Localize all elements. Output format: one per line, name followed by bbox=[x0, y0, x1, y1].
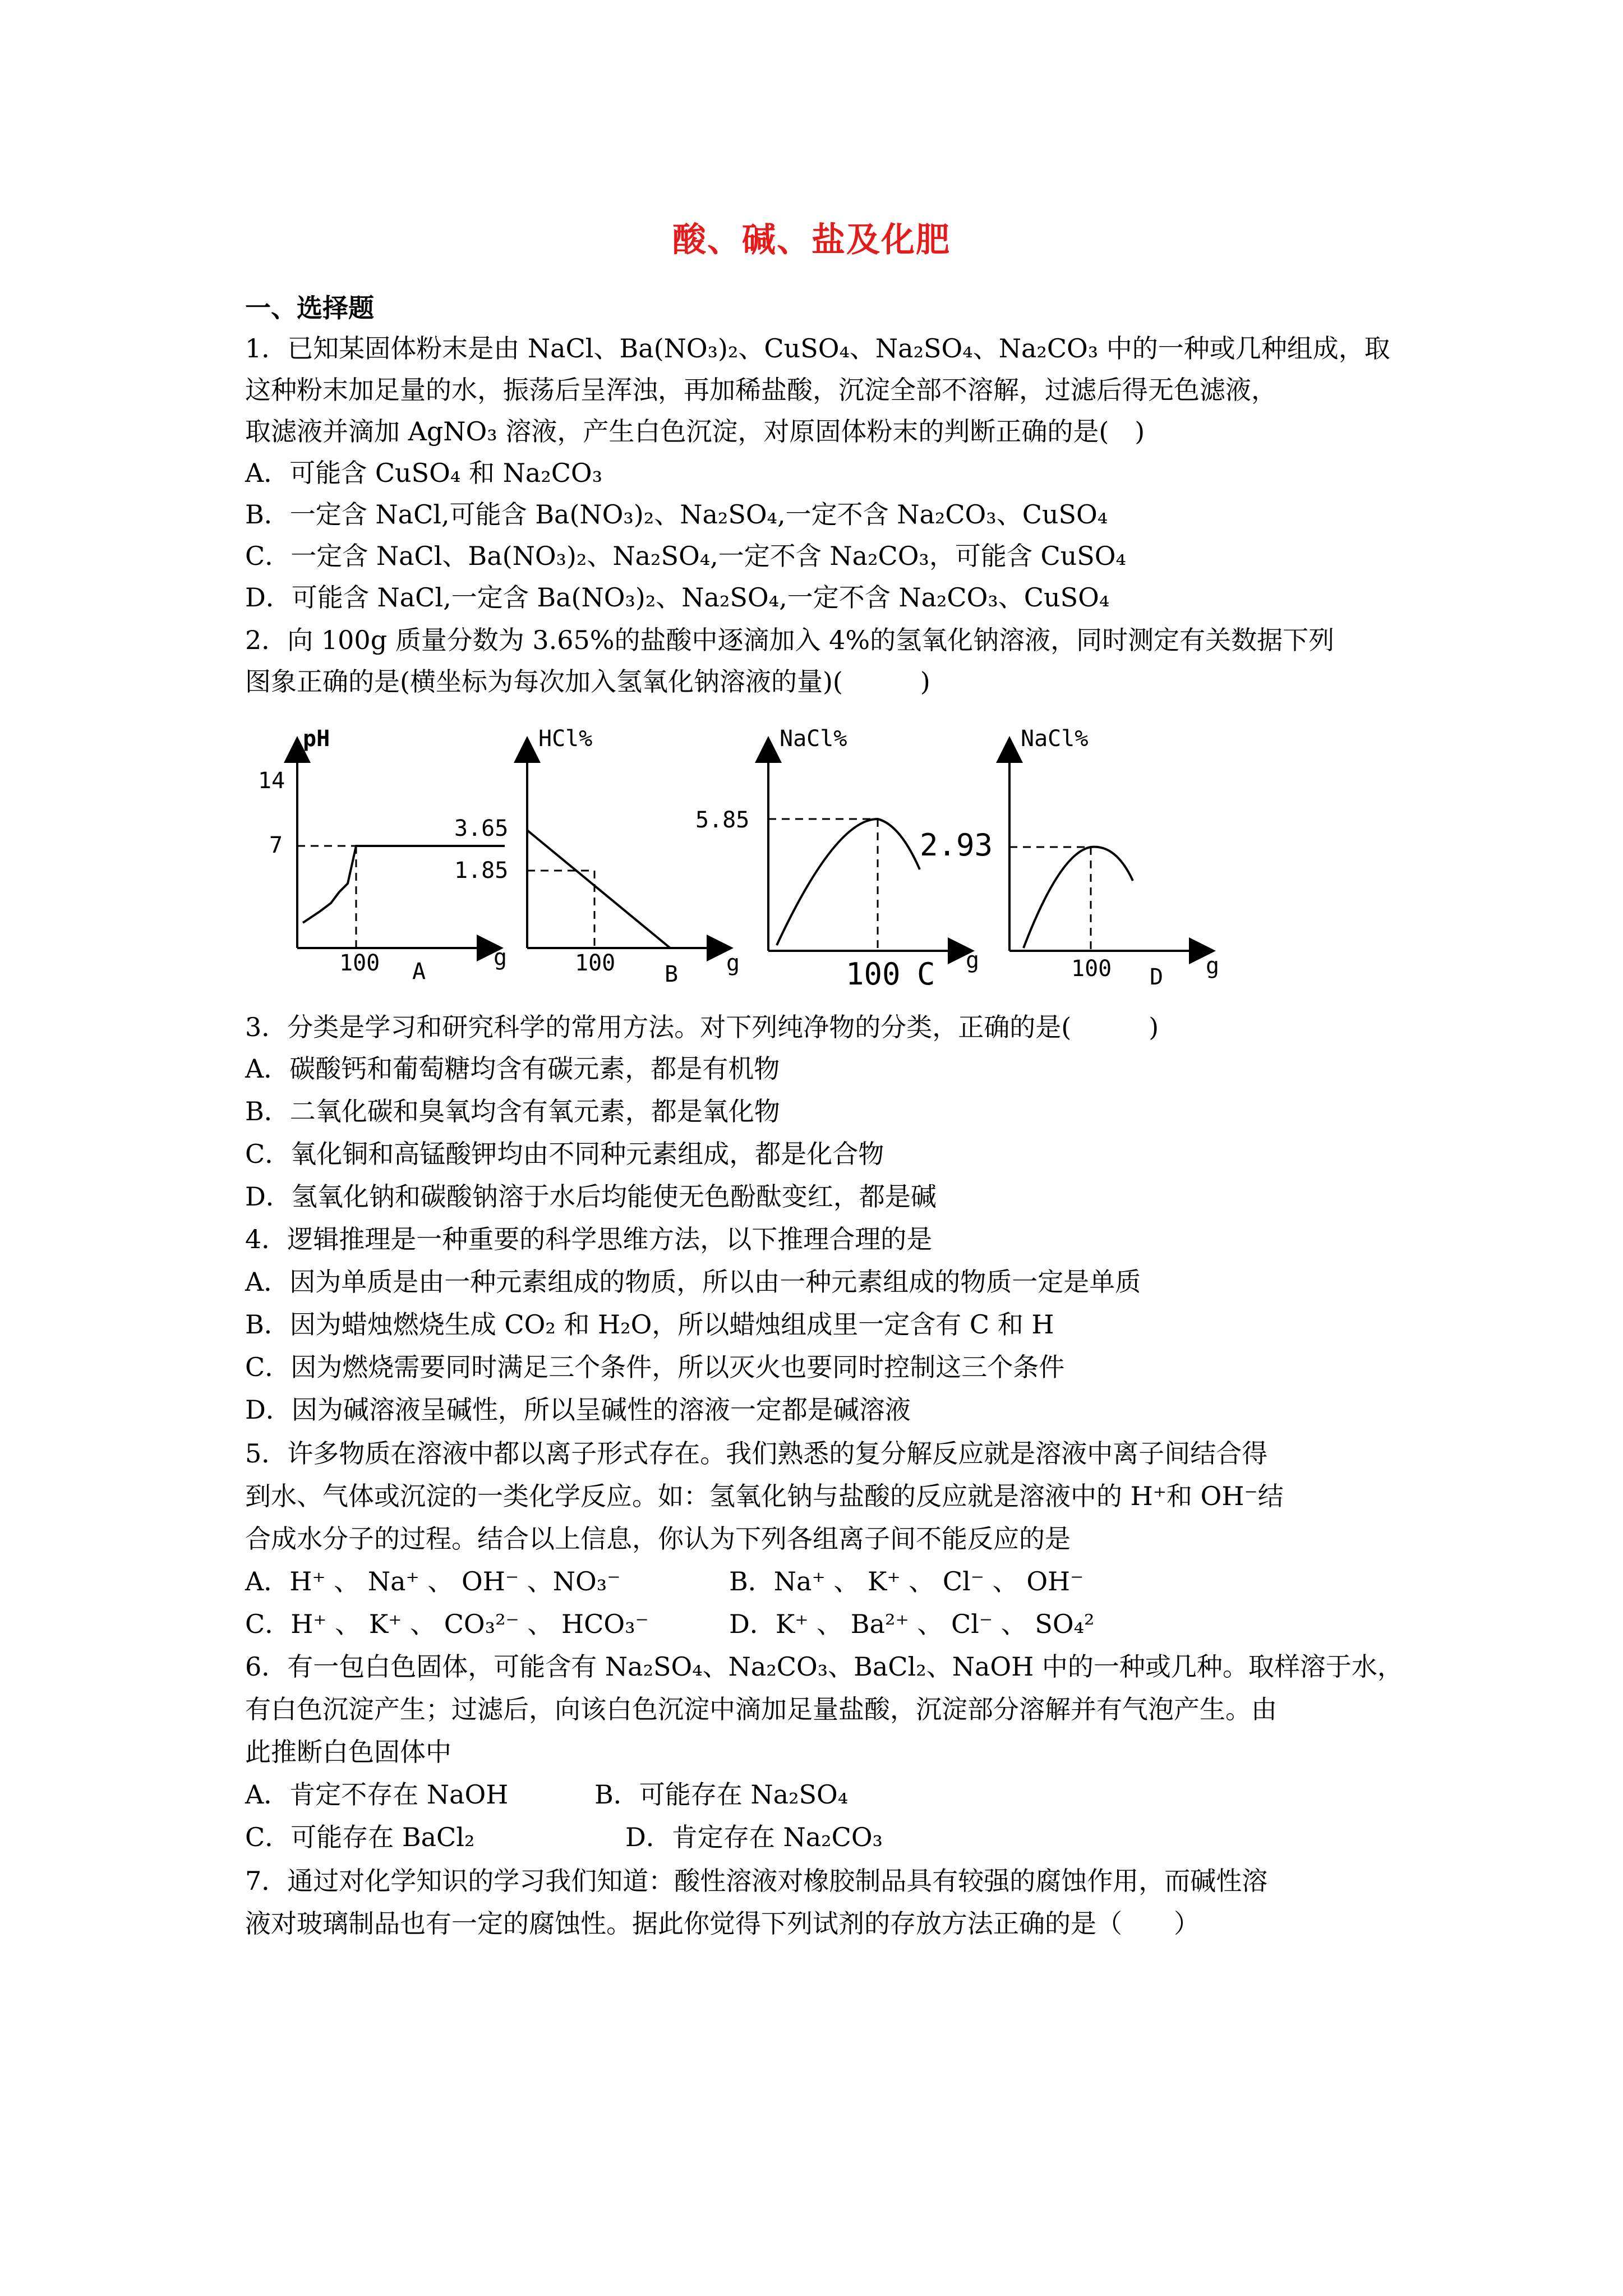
q4-option-b: B．因为蜡烛燃烧生成 CO₂ 和 H₂O，所以蜡烛组成里一定含有 C 和 H bbox=[245, 1309, 1054, 1340]
q5-option-b: B．Na⁺ 、 K⁺ 、 Cl⁻ 、 OH⁻ bbox=[729, 1566, 1084, 1596]
q1-stem-line: 1．已知某固体粉末是由 NaCl、Ba(NO₃)₂、CuSO₄、Na₂SO₄、Na₂CO₃ 中的一种或几种组成，取 bbox=[245, 333, 1390, 364]
q4-stem: 4．逻辑推理是一种重要的科学思维方法，以下推理合理的是 bbox=[245, 1224, 933, 1254]
q6-option-d: D．肯定存在 Na₂CO₃ bbox=[625, 1822, 883, 1852]
q1-stem-line: 取滤液并滴加 AgNO₃ 溶液，产生白色沉淀，对原固体粉末的判断正确的是( ) bbox=[245, 416, 1145, 447]
q2-stem-line: 图象正确的是(横坐标为每次加入氢氧化钠溶液的量)( ) bbox=[245, 666, 930, 697]
graph-b-ytick-1: 3.65 bbox=[454, 816, 509, 841]
q3-option-b: B．二氧化碳和臭氧均含有氧元素，都是氧化物 bbox=[245, 1096, 780, 1126]
q5-option-a: A．H⁺ 、 Na⁺ 、 OH⁻ 、NO₃⁻ bbox=[245, 1566, 621, 1596]
q6-option-b: B．可能存在 Na₂SO₄ bbox=[594, 1779, 849, 1810]
graph-a-letter: A bbox=[412, 959, 426, 984]
q3-option-d: D．氢氧化钠和碳酸钠溶于水后均能使无色酚酞变红，都是碱 bbox=[245, 1181, 937, 1212]
q1-option-d: D．可能含 NaCl,一定含 Ba(NO₃)₂、Na₂SO₄,一定不含 Na₂CO₃、CuSO₄ bbox=[245, 582, 1110, 613]
graph-a-xunit: g bbox=[494, 945, 508, 970]
q5-stem-line: 5．许多物质在溶液中都以离子形式存在。我们熟悉的复分解反应就是溶液中离子间结合得 bbox=[245, 1438, 1268, 1469]
graph-c-ytick: 5.85 bbox=[695, 807, 750, 833]
q1-option-b: B．一定含 NaCl,可能含 Ba(NO₃)₂、Na₂SO₄,一定不含 Na₂CO₃、CuSO₄ bbox=[245, 499, 1108, 530]
q5-option-c: C．H⁺ 、 K⁺ 、 CO₃²⁻ 、 HCO₃⁻ bbox=[245, 1609, 649, 1639]
graph-c-letter: C bbox=[917, 956, 935, 992]
q1-option-a: A．可能含 CuSO₄ 和 Na₂CO₃ bbox=[245, 458, 603, 488]
graph-b-ytick-2: 1.85 bbox=[454, 858, 509, 884]
q4-option-c: C．因为燃烧需要同时满足三个条件，所以灭火也要同时控制这三个条件 bbox=[245, 1352, 1065, 1382]
q5-stem-line: 到水、气体或沉淀的一类化学反应。如：氢氧化钠与盐酸的反应就是溶液中的 H⁺和 OH⁻结 bbox=[245, 1481, 1284, 1511]
graph-d-letter: D bbox=[1150, 964, 1164, 990]
q1-stem-line: 这种粉末加足量的水，振荡后呈浑浊，再加稀盐酸，沉淀全部不溶解，过滤后得无色滤液， bbox=[245, 375, 1277, 405]
q3-stem: 3．分类是学习和研究科学的常用方法。对下列纯净物的分类，正确的是( ) bbox=[245, 1012, 1159, 1042]
graph-a-xtick: 100 bbox=[339, 950, 380, 976]
graph-a bbox=[258, 726, 507, 984]
section-heading: 一、选择题 bbox=[245, 293, 374, 323]
graph-a-ytick-14: 14 bbox=[258, 768, 285, 794]
q3-option-a: A．碳酸钙和葡萄糖均含有碳元素，都是有机物 bbox=[245, 1053, 780, 1084]
q7-stem-line: 液对玻璃制品也有一定的腐蚀性。据此你觉得下列试剂的存放方法正确的是（ ） bbox=[245, 1908, 1200, 1939]
q1-option-c: C．一定含 NaCl、Ba(NO₃)₂、Na₂SO₄,一定不含 Na₂CO₃，可能含 CuSO₄ bbox=[245, 541, 1126, 571]
graph-c-ylabel: NaCl% bbox=[780, 726, 847, 752]
q6-option-c: C．可能存在 BaCl₂ bbox=[245, 1822, 475, 1852]
q5-option-d: D．K⁺ 、 Ba²⁺ 、 Cl⁻ 、 SO₄² bbox=[729, 1609, 1095, 1639]
q6-option-a: A．肯定不存在 NaOH bbox=[245, 1779, 509, 1810]
q6-stem-line: 6．有一包白色固体，可能含有 Na₂SO₄、Na₂CO₃、BaCl₂、NaOH 中的一种或几种。取样溶于水， bbox=[245, 1651, 1403, 1682]
graph-b-ylabel: HCl% bbox=[538, 726, 593, 752]
graph-c-xunit: g bbox=[966, 947, 980, 973]
graph-d-xunit: g bbox=[1206, 953, 1220, 979]
q6-stem-line: 此推断白色固体中 bbox=[245, 1737, 451, 1767]
graph-c-xtick: 100 bbox=[846, 956, 901, 992]
q4-option-d: D．因为碱溶液呈碱性，所以呈碱性的溶液一定都是碱溶液 bbox=[245, 1395, 911, 1425]
graph-a-ytick-7: 7 bbox=[269, 832, 283, 858]
graph-b-letter: B bbox=[665, 961, 679, 987]
page-title: 酸、碱、盐及化肥 bbox=[672, 220, 951, 260]
q6-stem-line: 有白色沉淀产生；过滤后，向该白色沉淀中滴加足量盐酸，沉淀部分溶解并有气泡产生。由 bbox=[245, 1694, 1277, 1724]
graph-a-ylabel: pH bbox=[303, 726, 330, 752]
graph-d-ytick: 2.93 bbox=[920, 827, 993, 863]
q5-stem-line: 合成水分子的过程。结合以上信息，你认为下列各组离子间不能反应的是 bbox=[245, 1524, 1071, 1554]
graph-b-xunit: g bbox=[726, 950, 740, 976]
graph-d-ylabel: NaCl% bbox=[1021, 726, 1089, 752]
graph-b-xtick: 100 bbox=[575, 950, 616, 976]
q3-option-c: C．氧化铜和高锰酸钾均由不同种元素组成，都是化合物 bbox=[245, 1139, 884, 1169]
q2-graphs bbox=[247, 724, 1245, 993]
q2-stem-line: 2．向 100g 质量分数为 3.65%的盐酸中逐滴加入 4%的氢氧化钠溶液，同时测定有关数据下列 bbox=[245, 625, 1335, 655]
q7-stem-line: 7．通过对化学知识的学习我们知道：酸性溶液对橡胶制品具有较强的腐蚀作用，而碱性溶 bbox=[245, 1866, 1268, 1896]
q4-option-a: A．因为单质是由一种元素组成的物质，所以由一种元素组成的物质一定是单质 bbox=[245, 1267, 1141, 1297]
graph-d-xtick: 100 bbox=[1071, 956, 1112, 982]
